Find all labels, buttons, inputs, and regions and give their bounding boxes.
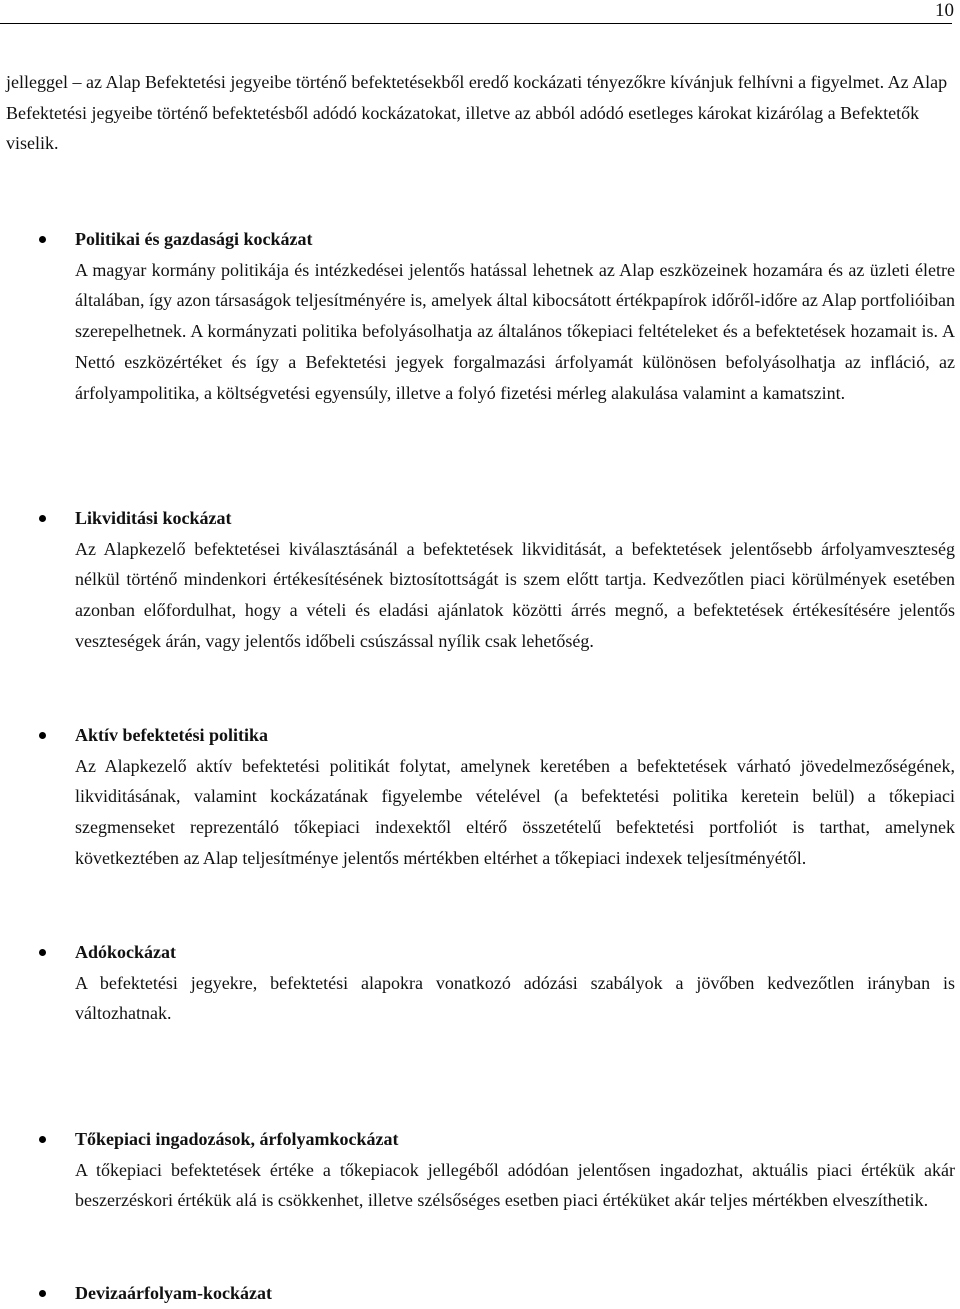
section-content [75,503,955,657]
page-header [0,0,960,24]
section-content [75,720,955,874]
bullet-icon [39,1290,46,1297]
bullet-icon [39,515,46,522]
bullet-icon [39,949,46,956]
section-content [75,1278,955,1309]
section-heading: Devizaárfolyam-kockázat [75,1283,272,1303]
section-paragraph: A tőkepiaci befektetések értéke a tőkepiacok jellegéből adódóan jelentősen ingadozhat, aktuális piaci értékük akár beszerzéskori értékük alá is csökkenhet, illetve szélsőséges esetben piaci értéküket akár teljes mértékben elveszíthetik. [75,1159,955,1211]
section-heading: Politikai és gazdasági kockázat [75,229,313,249]
bullet-icon [39,236,46,243]
section-content [75,937,955,1029]
bullet-icon [39,1136,46,1143]
bullet-icon [39,732,46,739]
section-paragraph: Az Alapkezelő aktív befektetési politikát folytat, amelynek keretében a befektetések várható jövedelmezőségének, likviditásának, valamint kockázatának figyelembe vételével (a befektetési politika keretein belül) a tőkepiaci szegmenseket reprezentáló tőkepiaci indexektől eltérő összetételű befektetési portfoliót is tarthat, amelynek következtében az Alap teljesítménye jelentős mértékben eltérhet a tőkepiaci indexek teljesítményétől. [75,755,955,868]
section-content [75,1124,955,1216]
section-paragraph: A befektetési jegyekre, befektetési alapokra vonatkozó adózási szabályok a jövőben kedvezőtlen irányban is változhatnak. [75,972,955,1024]
section-heading: Tőkepiaci ingadozások, árfolyamkockázat [75,1129,399,1149]
section-paragraph: Az Alapkezelő befektetései kiválasztásánál a befektetések likviditását, a befektetések jelentősebb árfolyamveszteség nélkül történő mindenkori értékesítésének biztosítottságát is szem előtt tartja. Kedvezőtlen piaci körülmények esetében azonban előfordulhat, hogy a vételi és eladási ajánlatok közötti árrés megnő, a befektetések értékesítésére jelentős veszteségek árán, vagy jelentős időbeli csúszással nyílik csak lehetőség. [75,538,955,651]
section-heading: Adókockázat [75,942,177,962]
section-heading: Likviditási kockázat [75,508,232,528]
section-paragraph: A magyar kormány politikája és intézkedései jelentős hatással lehetnek az Alap eszközeinek hozamára és az üzleti életre általában, így azon társaságok teljesítményére is, amelyek által kibocsátott értékpapírok időről-időre az Alap portfolióiban szerepelhetnek. A kormányzati politika befolyásolhatja az általános tőkepiaci feltételeket és a befektetések hozamait is. A Nettó eszközértéket és így a Befektetési jegyek forgalmazási árfolyamát különösen befolyásolhatja az infláció, az árfolyampolitika, a költségvetési egyensúly, illetve a folyó fizetési mérleg alakulása valamint a kamatszint. [75,259,955,403]
page-number: 10 [935,0,954,21]
header-rule [0,23,952,24]
intro-paragraph: jelleggel – az Alap Befektetési jegyeibe történő befektetésekből eredő kockázati tényezőkre kívánjuk felhívni a figyelmet. Az Alap Befektetési jegyeibe történő befektetésből adódó kockázatokat, illetve az abból adódó esetleges károkat kizárólag a Befektetők viselik. [6,72,948,154]
section-heading: Aktív befektetési politika [75,725,268,745]
section-content [75,224,955,408]
